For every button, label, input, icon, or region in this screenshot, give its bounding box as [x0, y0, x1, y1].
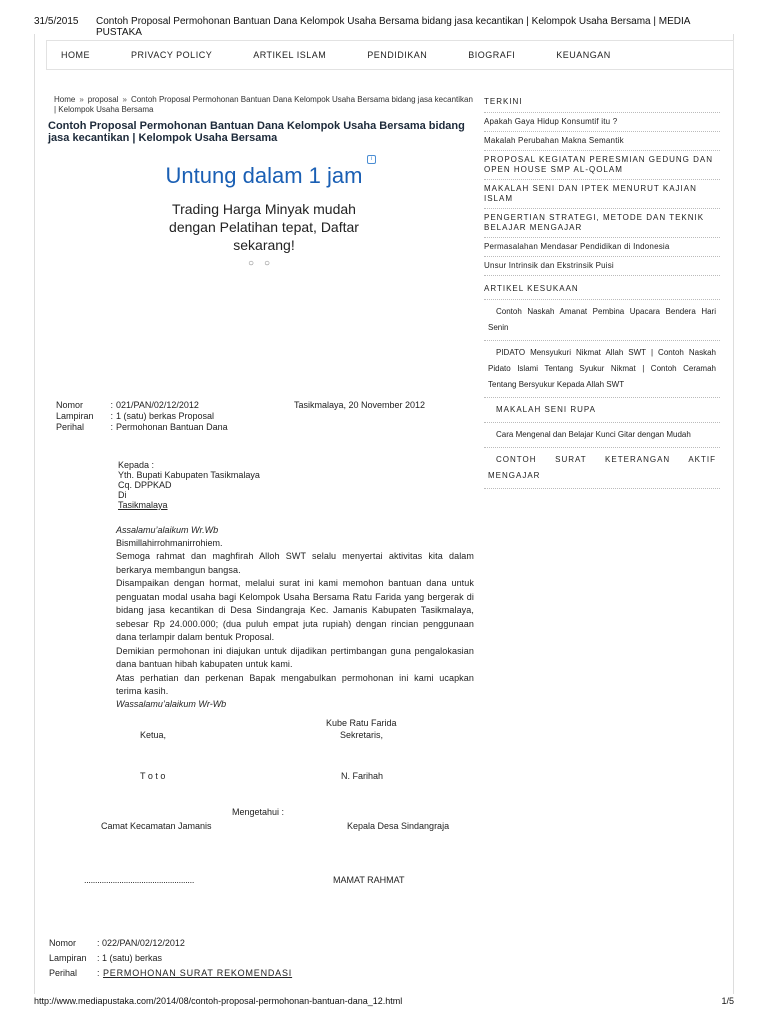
sidebar-terkini-heading: TERKINI	[484, 95, 720, 113]
closing: Wassalamu’alaikum Wr-Wb	[116, 698, 227, 709]
terkini-item[interactable]: Apakah Gaya Hidup Konsumtif itu ?	[484, 113, 720, 132]
nav-biografi[interactable]: BIOGRAFI	[468, 50, 516, 60]
nav-pendidikan[interactable]: PENDIDIKAN	[367, 50, 428, 60]
bismillah: Bismillahirrohmanirrohiem.	[116, 538, 223, 548]
footer-page: 1/5	[721, 996, 734, 1006]
print-date: 31/5/2015	[34, 16, 79, 27]
letter2-lampiran-label: Lampiran	[49, 953, 87, 963]
lampiran-label: Lampiran	[56, 411, 94, 421]
terkini-item[interactable]: PROPOSAL KEGIATAN PERESMIAN GEDUNG DAN OPEN HOUSE SMP AL-QOLAM	[484, 151, 720, 180]
salam: Assalamu’alaikum Wr.Wb	[116, 525, 219, 535]
perihal-value: Permohonan Bantuan Dana	[116, 422, 228, 432]
recipient-line-3: Di	[118, 490, 127, 500]
terkini-list	[484, 113, 720, 276]
nav-privacy-policy[interactable]: PRIVACY POLICY	[131, 50, 213, 60]
paragraph-1: Semoga rahmat dan maghfirah Alloh SWT selalu menyertai aktivitas kita dalam berkarya membangun bangsa.	[116, 551, 474, 575]
terkini-item[interactable]: Unsur Intrinsik dan Ekstrinsik Puisi	[484, 257, 720, 276]
post-title: Contoh Proposal Permohonan Bantuan Dana Kelompok Usaha Bersama bidang jasa kecantikan | Kelompok Usaha Bersama	[48, 120, 465, 144]
letter2-nomor-value: : 022/PAN/02/12/2012	[97, 938, 185, 948]
ketua-label: Ketua,	[140, 730, 167, 740]
kepada-label: Kepada :	[118, 460, 155, 470]
letter2-perihal-label: Perihal	[49, 968, 78, 978]
ad-banner[interactable]	[148, 155, 380, 315]
terkini-item[interactable]: PENGERTIAN STRATEGI, METODE DAN TEKNIK BELAJAR MENGAJAR	[484, 209, 720, 238]
ad-carousel-dots[interactable]: ○○	[247, 258, 281, 269]
letter2-header: Nomor : 022/PAN/02/12/2012 Lampiran : 1 (satu) berkas Perihal : PERMOHONAN SURAT REKOMENDASI	[49, 936, 349, 981]
breadcrumb-category[interactable]: proposal	[87, 95, 119, 104]
print-page-title: Contoh Proposal Permohonan Bantuan Dana Kelompok Usaha Bersama bidang jasa kecantikan | Kelompok Usaha Bersama | MEDIA PUSTAKA	[96, 16, 690, 38]
org-name: Kube Ratu Farida	[326, 718, 397, 728]
nav-keuangan[interactable]: KEUANGAN	[556, 50, 611, 60]
fav-item[interactable]: Contoh Naskah Amanat Pembina Upacara Bendera Hari Senin	[484, 300, 720, 341]
mengetahui: Mengetahui :	[232, 807, 285, 817]
lampiran-value: 1 (satu) berkas Proposal	[116, 411, 215, 421]
place-date: Tasikmalaya, 20 November 2012	[294, 400, 426, 410]
recipient-block	[118, 460, 378, 510]
footer-url: http://www.mediapustaka.com/2014/08/contoh-proposal-permohonan-bantuan-dana_12.html	[34, 996, 403, 1006]
recipient-line-4: Tasikmalaya	[118, 500, 168, 510]
sidebar	[484, 95, 720, 489]
letter-header: Nomor : 021/PAN/02/12/2012 Tasikmalaya, 20 November 2012 Lampiran : 1 (satu) berkas Proposal Perihal : Permohonan Bantuan Dana	[56, 400, 426, 432]
letter2-perihal-value: PERMOHONAN SURAT REKOMENDASI	[103, 968, 293, 978]
ad-info-icon[interactable]: i	[367, 155, 376, 164]
nomor-label: Nomor	[56, 400, 84, 410]
main-content	[48, 95, 476, 144]
ketua-name: T o t o	[140, 771, 166, 781]
nav-artikel-islam[interactable]: ARTIKEL ISLAM	[253, 50, 327, 60]
terkini-item[interactable]: Permasalahan Mendasar Pendidikan di Indonesia	[484, 238, 720, 257]
breadcrumb-current: Contoh Proposal Permohonan Bantuan Dana Kelompok Usaha Bersama bidang jasa kecantikan | Kelompok Usaha Bersama	[54, 95, 473, 114]
breadcrumb-sep: »	[122, 95, 127, 104]
camat-label: Camat Kecamatan Jamanis	[101, 821, 212, 831]
sidebar-fav-heading: ARTIKEL KESUKAAN	[484, 282, 720, 300]
recipient-line-1: Yth. Bupati Kabupaten Tasikmalaya	[118, 470, 260, 480]
paragraph-4: Atas perhatian dan perkenan Bapak mengabulkan permohonan ini kami ucapkan terima kasih.	[116, 672, 474, 696]
sekretaris-label: Sekretaris,	[340, 730, 384, 740]
recipient-line-2: Cq. DPPKAD	[118, 480, 172, 490]
camat-name: ..................................................	[84, 875, 195, 885]
fav-item[interactable]: MAKALAH SENI RUPA	[484, 398, 720, 423]
fav-item[interactable]: PIDATO Mensyukuri Nikmat Allah SWT | Contoh Naskah Pidato Islami Tentang Syukur Nikmat | Contoh Ceramah Tentang Bersyukur Kepada Allah SWT	[484, 341, 720, 398]
fav-item[interactable]: Cara Mengenal dan Belajar Kunci Gitar dengan Mudah	[484, 423, 720, 448]
letter-body	[116, 524, 474, 709]
kades-label: Kepala Desa Sindangraja	[347, 821, 450, 831]
nomor-value: 021/PAN/02/12/2012	[116, 400, 199, 410]
breadcrumb-home[interactable]: Home	[54, 95, 76, 104]
terkini-item[interactable]: MAKALAH SENI DAN IPTEK MENURUT KAJIAN ISLAM	[484, 180, 720, 209]
paragraph-3: Demikian permohonan ini diajukan untuk dijadikan pertimbangan guna pengalokasian dana bantuan hibah kabupaten untuk kami.	[116, 645, 474, 669]
breadcrumb	[48, 95, 476, 115]
terkini-item[interactable]: Makalah Perubahan Makna Semantik	[484, 132, 720, 151]
ad-description: Trading Harga Minyak mudah dengan Pelatihan tepat, Daftar sekarang!	[169, 201, 359, 253]
fav-list	[484, 300, 720, 489]
perihal-label: Perihal	[56, 422, 85, 432]
main-nav	[46, 40, 734, 70]
paragraph-2: Disampaikan dengan hormat, melalui surat ini kami memohon bantuan dana untuk penguatan modal usaha bagi Kelompok Usaha Bersama Ratu Farida yang bergerak di bidang jasa kecantikan di Desa Sindangraja Kec. Jamanis Kabupaten Tasikmalaya, sebesar Rp 24.000.000; (dua puluh empat juta rupiah) dengan rincian penggunaan dana terlampir dalam bentuk Proposal.	[116, 578, 474, 642]
nav-home[interactable]: HOME	[61, 50, 90, 60]
breadcrumb-sep: »	[79, 95, 84, 104]
letter2-lampiran-value: : 1 (satu) berkas	[97, 953, 163, 963]
letter2-nomor-label: Nomor	[49, 938, 77, 948]
sekretaris-name: N. Farihah	[341, 771, 384, 781]
print-footer	[34, 996, 734, 1006]
ad-headline[interactable]: Untung dalam 1 jam	[165, 163, 363, 188]
kades-name: MAMAT RAHMAT	[333, 875, 405, 885]
fav-item[interactable]: CONTOH SURAT KETERANGAN AKTIF MENGAJAR	[484, 448, 720, 489]
